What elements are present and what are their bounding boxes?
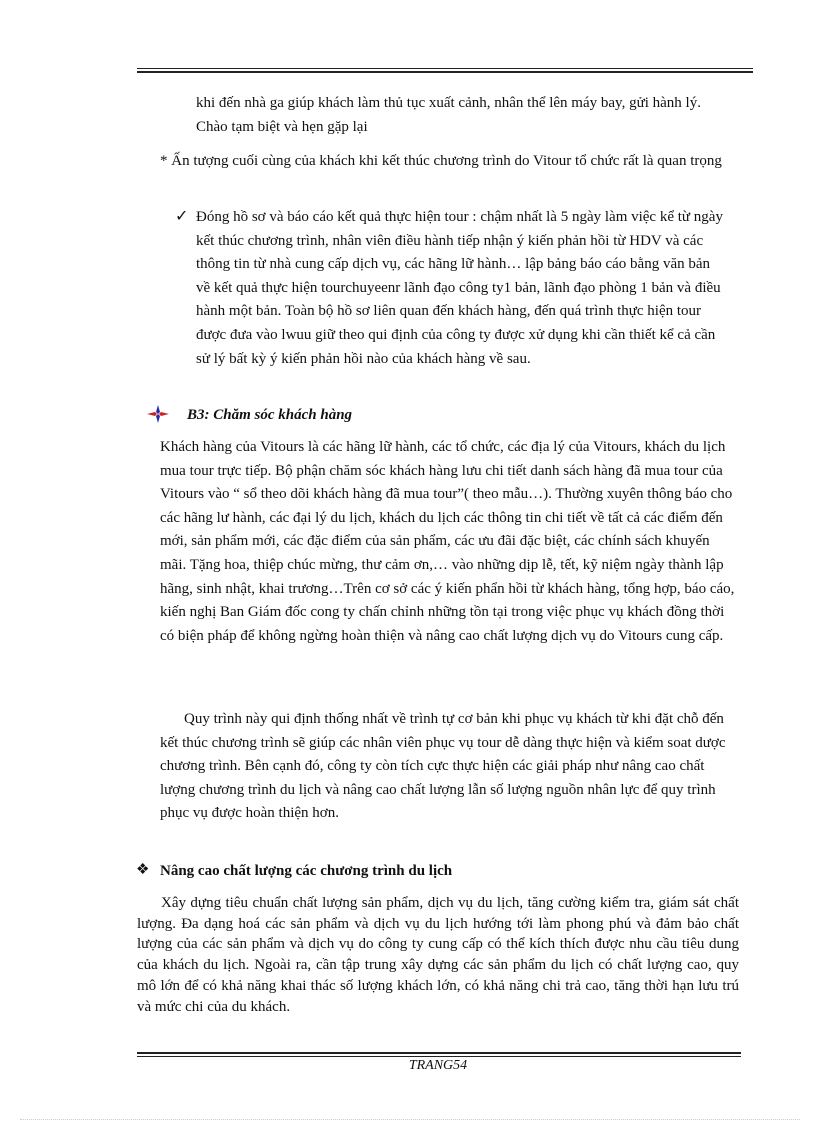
paragraph-departure: khi đến nhà ga giúp khách làm thủ tục xuất cảnh, nhân thể lên máy bay, gửi hành lý. Chào tạm biệt và hẹn gặp lại xyxy=(196,95,701,135)
footer-rule-top xyxy=(137,1052,741,1054)
page-number: TRANG54 xyxy=(408,1058,468,1073)
paragraph-customer-care: Khách hàng của Vitours là các hãng lữ hành, các tổ chức, các địa lý của Vitours, khách du lịch mua tour trực tiếp. Bộ phận chăm sóc khách hàng lưu chi tiết danh sách hàng đã mua tour của Vitours vào “ sổ theo dõi khách hàng đã mua tour”( theo mẫu…). Thường xuyên thông báo cho các hãng lư hành, các đại lý du lịch, khách du lịch các thông tin chi tiết về tất cả các điểm đến mới, sản phẩm mới, các đặc điểm của sản phẩm, các ưu đãi đặc biệt, các chính sách khuyến mãi. Tặng hoa, thiệp chúc mừng, thư cảm ơn,… vào những dịp lễ, tết, kỹ niệm ngày thành lập hãng, sinh nhật, khai trương…Trên cơ sở các ý kiến phẩn hồi từ khách hàng, tổng hợp, báo cáo, kiến nghị Ban Giám đốc cong ty chấn chỉnh những tồn tại trong việc phục vụ khách đồng thời có biện pháp để không ngừng hoàn thiện và nâng cao chất lượng dịch vụ do Vitours cung cấp. xyxy=(160,439,735,644)
bottom-dotted-line xyxy=(20,1119,800,1120)
heading-b3: B3: Chăm sóc khách hàng xyxy=(187,407,353,423)
diamond-bullet-icon: ❖ xyxy=(136,862,150,878)
header-rule-bottom xyxy=(137,71,753,73)
paragraph-process: Quy trình này qui định thống nhất về trình tự cơ bản khi phục vụ khách từ khi đặt chỗ đến kết thúc chương trình sẽ giúp các nhân viên phục vụ tour dễ dàng thực hiện và kiểm soat dược chương trình. Bên cạnh đó, công ty còn tích cực thực hiện các giải pháp như nâng cao chất lượng chương trình du lịch và nâng cao chất lượng lẫn số lượng nguồn nhân lực để quy trình phục vụ được hoàn thiện hơn. xyxy=(160,711,726,822)
header-rule-top xyxy=(137,68,753,69)
paragraph-close-file: Đóng hồ sơ và báo cáo kết quả thực hiện tour : chậm nhất là 5 ngày làm việc kể từ ngày kết thúc chương trình, nhân viên điều hành tiếp nhận ý kiến phản hồi từ HDV và các thông tin từ nhà cung cấp dịch vụ, các hãng lữ hành… lập bảng báo cáo bằng văn bản về kết quả thực hiện tourchuyeenr lãnh đạo công ty1 bản, lãnh đạo phòng 1 bản và điều hành một bản. Toàn bộ hồ sơ liên quan đến khách hàng, đến quá trình thực hiện tour được đưa vào lwuu giữ theo qui định của công ty được xử dụng khi cần thiết kể cả cần sử lý bất kỳ ý kiến phản hồi nào của khách hàng về sau. xyxy=(196,209,723,367)
paragraph-quality-standards: Xây dựng tiêu chuẩn chất lượng sản phẩm, dịch vụ du lịch, tăng cường kiểm tra, giám sát chất lượng. Đa dạng hoá các sản phẩm và dịch vụ du lịch hướng tới làm phong phú và đảm bảo chất lượng của các sản phẩm và dịch vụ do công ty cung cấp có thể kích thích được nhu cầu tiêu dung của khách du lịch. Ngoài ra, cần tập trung xây dựng các sản phẩm du lịch có chất lượng cao, quy mô lớn để có khả năng khai thác số lượng khách lớn, có khả năng chi trả cao, tăng thời hạn lưu trú và mức chi của du khách. xyxy=(137,895,739,1015)
checkmark-bullet-icon: ✓ xyxy=(175,208,189,225)
compass-star-bullet-icon xyxy=(146,404,170,424)
heading-improve-quality: Nâng cao chất lượng các chương trình du lịch xyxy=(160,863,453,879)
paragraph-final-impression: * Ấn tượng cuối cùng của khách khi kết thúc chương trình do Vitour tổ chức rất là quan trọng xyxy=(160,153,722,169)
footer-rule-bottom xyxy=(137,1056,741,1057)
